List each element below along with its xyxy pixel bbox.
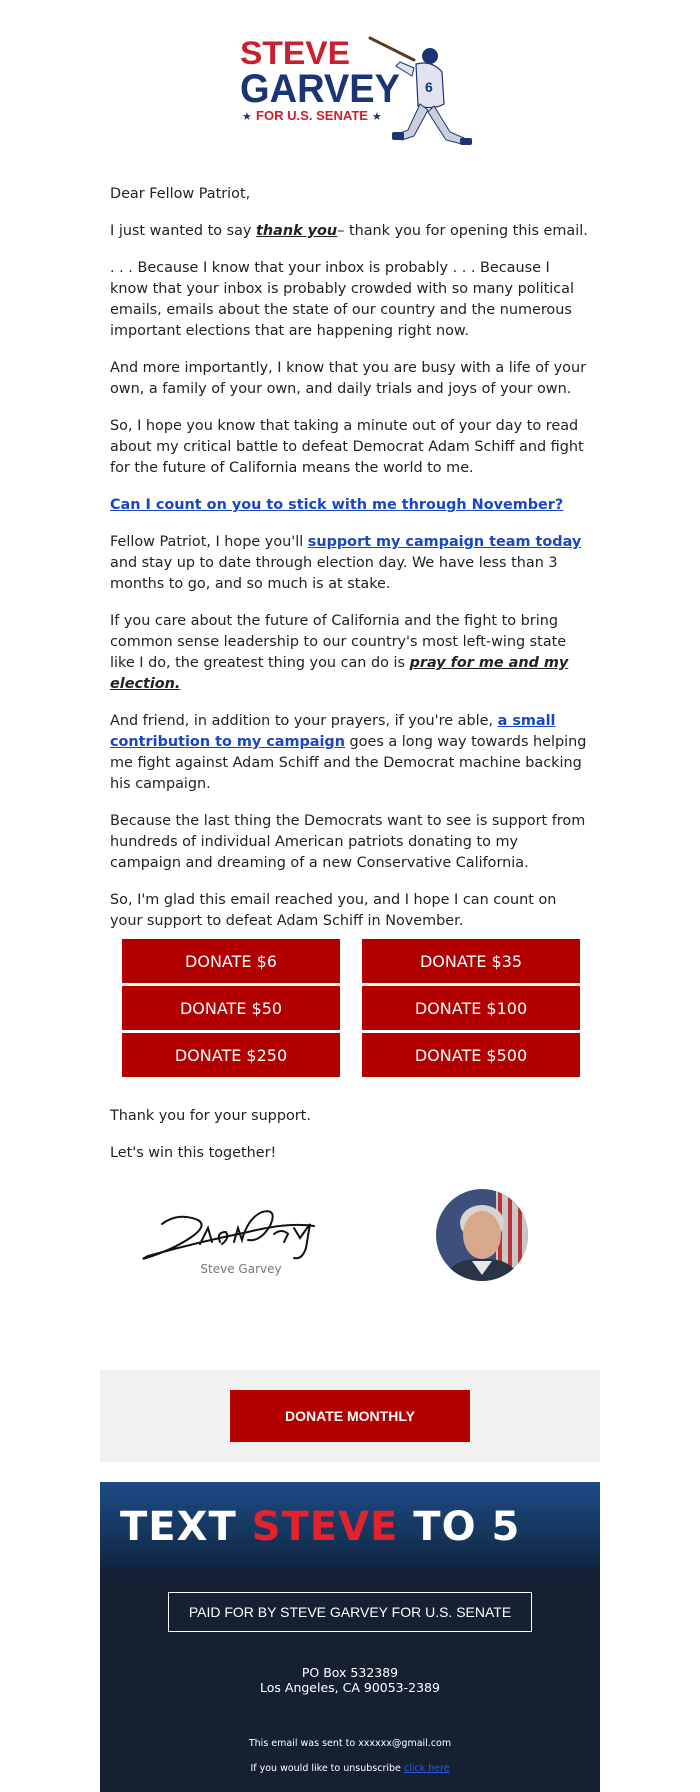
footer xyxy=(100,1482,600,1792)
logo-line-steve: STEVE xyxy=(240,35,350,71)
closing-win: Let's win this together! xyxy=(110,1145,277,1161)
logo-star-left: ★ xyxy=(242,110,252,123)
paid-for-disclaimer: PAID FOR BY STEVE GARVEY FOR U.S. SENATE xyxy=(168,1592,532,1632)
sent-to-notice: This email was sent to xxxxxx@gmail.com xyxy=(248,1738,452,1749)
logo-star-right: ★ xyxy=(372,110,382,123)
support-campaign-link[interactable]: support my campaign team today xyxy=(307,534,582,550)
closing-thanks: Thank you for your support. xyxy=(110,1108,311,1124)
stick-with-me-link[interactable]: Can I count on you to stick with me through November? xyxy=(110,497,564,513)
jersey-number: 6 xyxy=(425,79,433,95)
mailing-address: PO Box 532389 Los Angeles, CA 90053-2389 xyxy=(260,1665,440,1695)
donate-50-button[interactable]: DONATE $50 xyxy=(122,986,340,1030)
emphasis-pray: pray for me and my election. xyxy=(110,655,569,692)
donate-100-button[interactable]: DONATE $100 xyxy=(362,986,580,1030)
small-contribution-link[interactable]: a small contribution to my campaign xyxy=(110,713,556,750)
paragraph-5 xyxy=(110,495,592,516)
unsubscribe-link[interactable]: click here xyxy=(403,1763,450,1774)
letter-body xyxy=(110,184,592,948)
donate-grid xyxy=(122,939,580,1077)
greeting: Dear Fellow Patriot, xyxy=(110,186,251,202)
donate-35-button[interactable]: DONATE $35 xyxy=(362,939,580,983)
paragraph-8: And friend, in addition to your prayers, if you're able, a small contribution to my campaign goes a long way towards helping me fight against Adam Schiff and the Democrat machine backing his campaign. xyxy=(110,713,587,792)
unsubscribe-notice: If you would like to unsubscribe click here xyxy=(250,1763,450,1774)
paragraph-10: So, I'm glad this email reached you, and I hope I can count on your support to defeat Adam Schiff in November. xyxy=(110,892,557,929)
signature-name: Steve Garvey xyxy=(200,1262,282,1276)
logo-line-garvey: GARVEY xyxy=(240,67,401,111)
email-header xyxy=(0,0,700,172)
paragraph-6: Fellow Patriot, I hope you'll support my campaign team today and stay up to date through election day. We have less than 3 months to go, and so much is at stake. xyxy=(110,534,582,592)
campaign-logo xyxy=(238,34,478,158)
paragraph-9: Because the last thing the Democrats want to see is support from hundreds of individual American patriots donating to my campaign and dreaming of a new Conservative California. xyxy=(110,813,586,871)
paragraph-3: And more importantly, I know that you are busy with a life of your own, a family of your own, and daily trials and joys of your own. xyxy=(110,360,587,397)
paragraph-2: . . . Because I know that your inbox is probably . . . Because I know that your inbox is probably crowded with so many political emails, emails about the state of our country and the numerous important elections that are happening right now. xyxy=(110,260,574,339)
donate-monthly-section xyxy=(100,1370,600,1462)
closing xyxy=(110,1106,592,1180)
text-steve-banner xyxy=(100,1482,600,1570)
donate-monthly-button[interactable]: DONATE MONTHLY xyxy=(230,1390,470,1442)
donate-6-button[interactable]: DONATE $6 xyxy=(122,939,340,983)
donate-500-button[interactable]: DONATE $500 xyxy=(362,1033,580,1077)
banner-text: TEXT STEVE TO 5 xyxy=(120,1504,521,1550)
paragraph-1: I just wanted to say thank you– thank you for opening this email. xyxy=(110,223,588,239)
paragraph-4: So, I hope you know that taking a minute out of your day to read about my critical battle to defeat Democrat Adam Schiff and fight for the future of California means the world to me. xyxy=(110,418,584,476)
paragraph-7: If you care about the future of California and the fight to bring common sense leadership to our country's most left-wing state like I do, the greatest thing you can do is pray for me and my election. xyxy=(110,613,569,692)
logo-line-senate: FOR U.S. SENATE xyxy=(256,108,369,123)
emphasis-thank-you: thank you xyxy=(256,223,338,239)
candidate-photo xyxy=(436,1189,528,1281)
donate-250-button[interactable]: DONATE $250 xyxy=(122,1033,340,1077)
